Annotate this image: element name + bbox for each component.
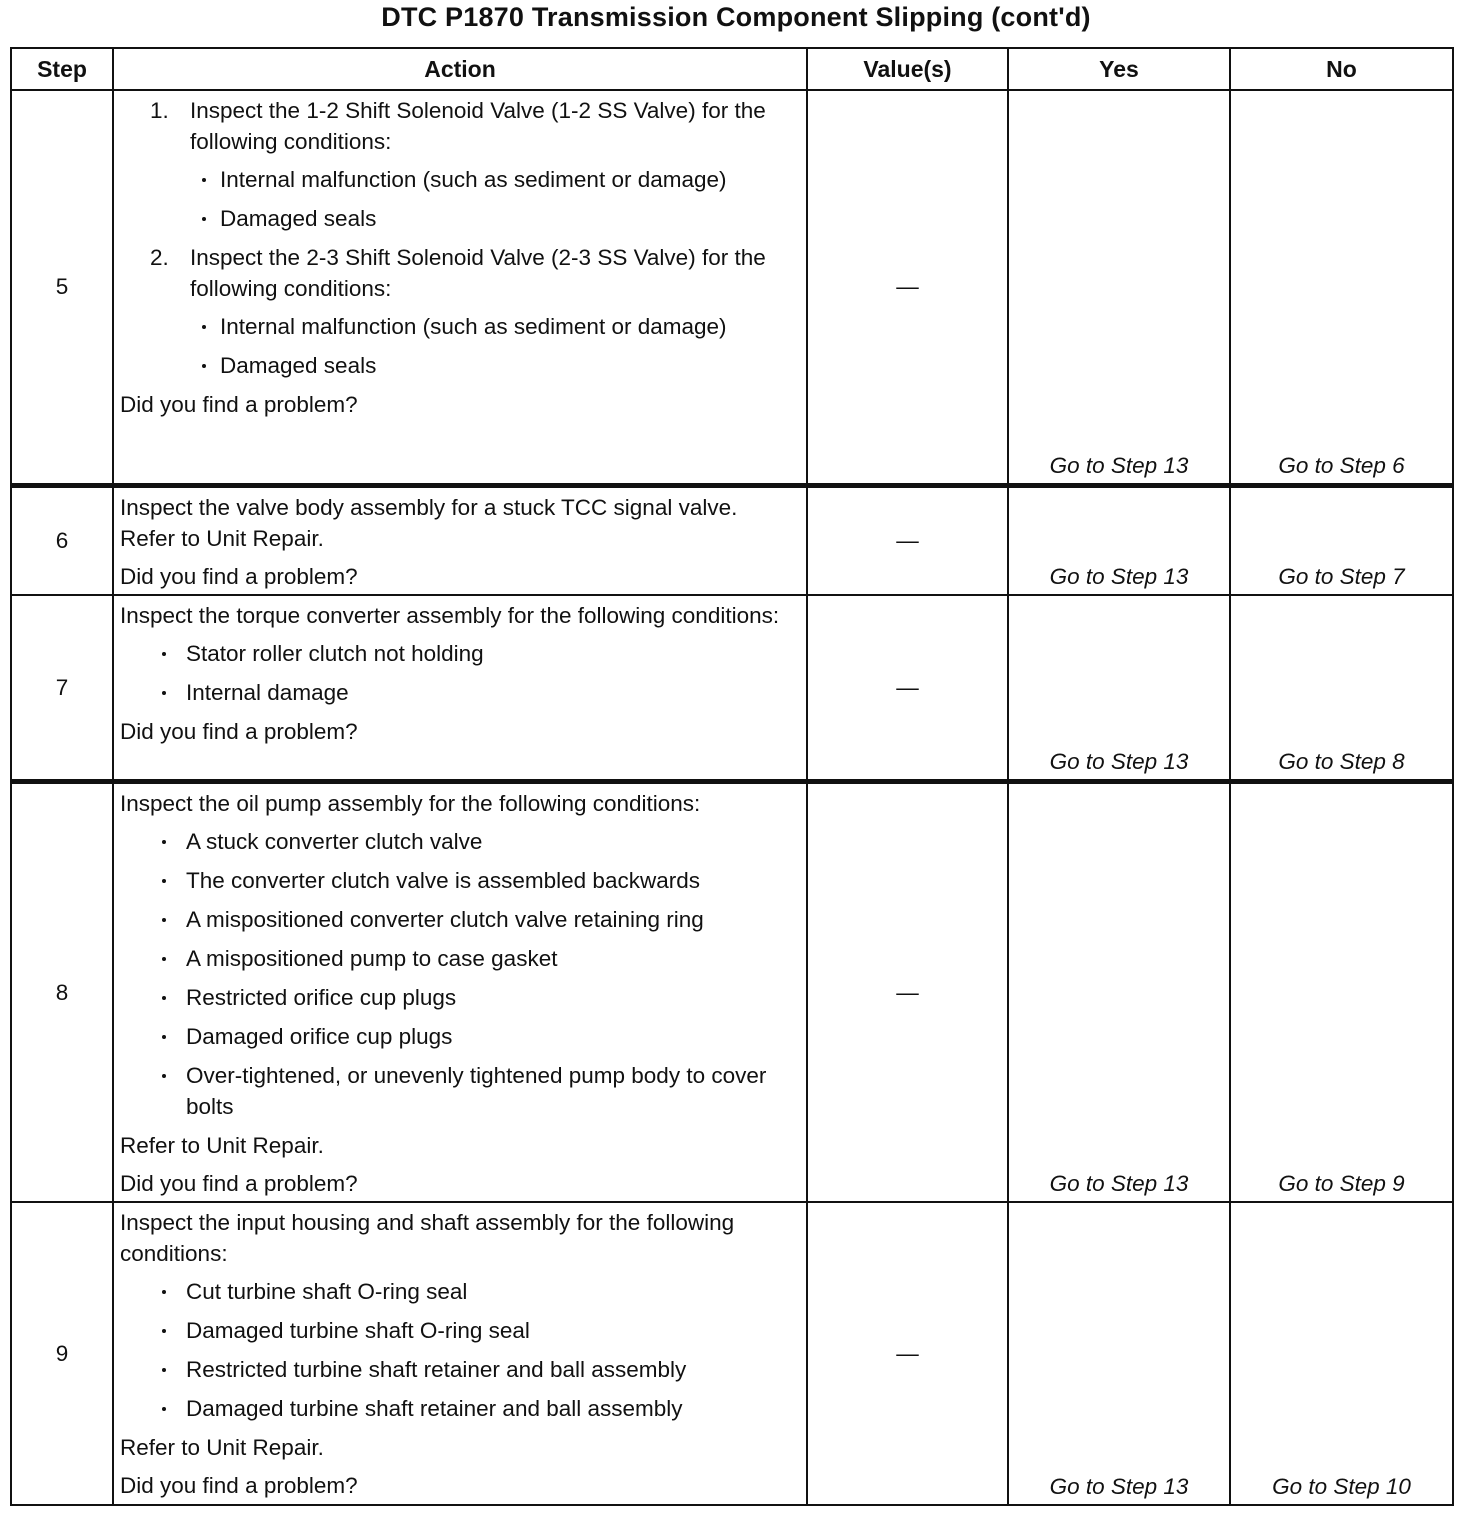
- item-text: Inspect the 1-2 Shift Solenoid Valve (1-2 SS Valve) for the following conditions:: [190, 98, 766, 154]
- question-text: Did you find a problem?: [120, 392, 358, 417]
- bullet-item: A mispositioned pump to case gasket: [120, 943, 796, 974]
- bullet-item: Cut turbine shaft O-ring seal: [120, 1276, 796, 1307]
- item-number: 2.: [150, 245, 169, 270]
- table-row-step-8: [11, 781, 1453, 1202]
- question-text: Did you find a problem?: [120, 719, 358, 744]
- bullet-item: A mispositioned converter clutch valve retaining ring: [120, 904, 796, 935]
- step-number: 8: [11, 781, 113, 1202]
- question-text: Did you find a problem?: [120, 563, 358, 589]
- header-row: [11, 48, 1453, 90]
- yes-result: Go to Step 13: [1008, 90, 1230, 485]
- refer-text: Refer to Unit Repair.: [120, 1132, 324, 1158]
- step-number: 7: [11, 595, 113, 781]
- numbered-item: [120, 242, 796, 304]
- yes-result: Go to Step 13: [1008, 485, 1230, 595]
- header-yes: Yes: [1008, 48, 1230, 90]
- value-cell: —: [807, 781, 1008, 1202]
- action-cell: [113, 595, 807, 781]
- action-text: Inspect the torque converter assembly for the following conditions:: [120, 603, 780, 628]
- bullet-item: Internal damage: [120, 677, 796, 708]
- action-cell: [113, 90, 807, 485]
- step-number: 5: [11, 90, 113, 485]
- yes-result: Go to Step 13: [1008, 781, 1230, 1202]
- value-cell: —: [807, 595, 1008, 781]
- action-text: Inspect the input housing and shaft assembly for the following conditions:: [120, 1209, 735, 1266]
- no-result: Go to Step 7: [1230, 485, 1453, 595]
- no-result: Go to Step 8: [1230, 595, 1453, 781]
- no-result: Go to Step 6: [1230, 90, 1453, 485]
- bullet-item: The converter clutch valve is assembled backwards: [120, 865, 796, 896]
- page-title: DTC P1870 Transmission Component Slipping (cont'd): [381, 2, 1091, 32]
- yes-result: Go to Step 13: [1008, 1202, 1230, 1505]
- action-cell: [113, 485, 807, 595]
- yes-result: Go to Step 13: [1008, 595, 1230, 781]
- bullet-item: Restricted orifice cup plugs: [120, 982, 796, 1013]
- bullet-item: Restricted turbine shaft retainer and ball assembly: [120, 1354, 796, 1385]
- header-no: No: [1230, 48, 1453, 90]
- bullet-item: Damaged seals: [120, 203, 796, 234]
- action-text: Inspect the valve body assembly for a stuck TCC signal valve. Refer to Unit Repair.: [120, 494, 738, 551]
- table-row-step-9: [11, 1202, 1453, 1505]
- step-number: 9: [11, 1202, 113, 1505]
- item-text: Inspect the 2-3 Shift Solenoid Valve (2-3 SS Valve) for the following conditions:: [190, 245, 766, 301]
- bullet-item: Damaged turbine shaft retainer and ball assembly: [120, 1393, 796, 1424]
- bullet-item: Internal malfunction (such as sediment or damage): [120, 164, 796, 195]
- value-cell: —: [807, 485, 1008, 595]
- bullet-item: Damaged orifice cup plugs: [120, 1021, 796, 1052]
- bullet-item: Stator roller clutch not holding: [120, 638, 796, 669]
- action-text: Inspect the oil pump assembly for the following conditions:: [120, 790, 701, 816]
- no-result: Go to Step 9: [1230, 781, 1453, 1202]
- refer-text: Refer to Unit Repair.: [120, 1434, 324, 1460]
- action-cell: [113, 1202, 807, 1505]
- item-number: 1.: [150, 98, 169, 123]
- bullet-item: Over-tightened, or unevenly tightened pump body to cover bolts: [120, 1060, 796, 1122]
- no-result: Go to Step 10: [1230, 1202, 1453, 1505]
- header-action: Action: [113, 48, 807, 90]
- diagnostic-table: [10, 47, 1454, 1506]
- value-cell: —: [807, 1202, 1008, 1505]
- step-number: 6: [11, 485, 113, 595]
- table-row-step-5: [11, 90, 1453, 485]
- bullet-item: A stuck converter clutch valve: [120, 826, 796, 857]
- value-cell: —: [807, 90, 1008, 485]
- question-text: Did you find a problem?: [120, 1472, 358, 1498]
- table-row-step-7: [11, 595, 1453, 781]
- question-text: Did you find a problem?: [120, 1170, 358, 1196]
- table-row-step-6: [11, 485, 1453, 595]
- bullet-item: Internal malfunction (such as sediment or damage): [120, 311, 796, 342]
- action-cell: [113, 781, 807, 1202]
- header-values: Value(s): [807, 48, 1008, 90]
- bullet-item: Damaged turbine shaft O-ring seal: [120, 1315, 796, 1346]
- numbered-item: [120, 95, 796, 157]
- header-step: Step: [11, 48, 113, 90]
- bullet-item: Damaged seals: [120, 350, 796, 381]
